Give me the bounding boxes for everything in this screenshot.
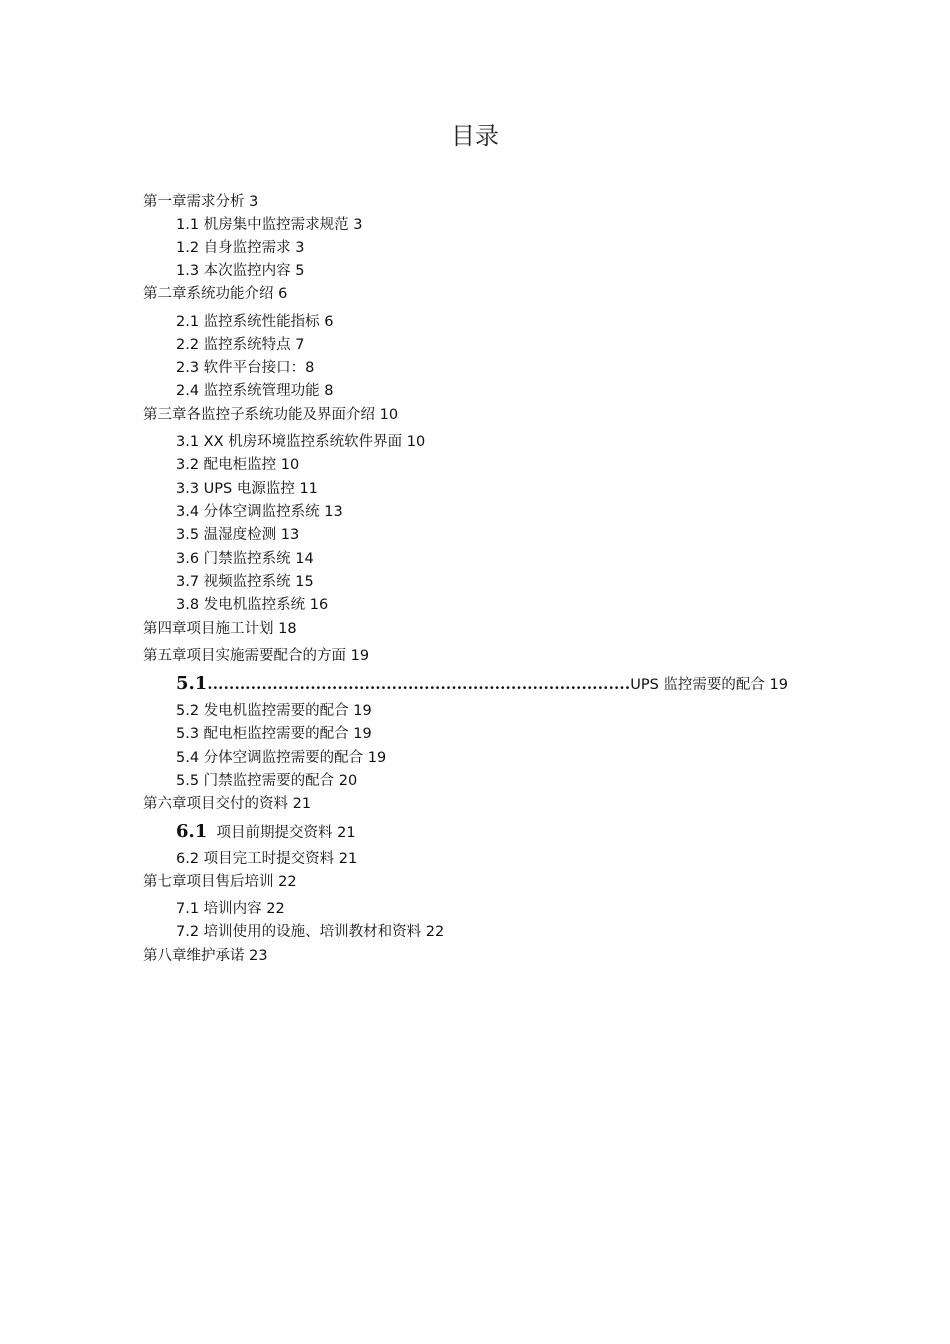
toc-item-6-1-number: 6.1 (176, 821, 208, 842)
toc-item-7-2: 7.2 培训使用的设施、培训教材和资料 22 (176, 924, 445, 940)
toc-item-1-3: 1.3 本次监控内容 5 (176, 263, 305, 279)
toc-item-3-5: 3.5 温湿度检测 13 (176, 527, 300, 543)
toc-item-3-2: 3.2 配电柜监控 10 (176, 457, 300, 473)
toc-chapter-8: 第八章维护承诺 23 (143, 948, 268, 964)
toc-chapter-6: 第六章项目交付的资料 21 (143, 796, 312, 812)
toc-item-3-8: 3.8 发电机监控系统 16 (176, 597, 329, 613)
toc-chapter-3: 第三章各监控子系统功能及界面介绍 10 (143, 407, 399, 423)
toc-chapter-4: 第四章项目施工计划 18 (143, 621, 297, 637)
toc-item-2-4: 2.4 监控系统管理功能 8 (176, 383, 334, 399)
toc-item-2-1: 2.1 监控系统性能指标 6 (176, 314, 334, 330)
toc-item-6-1 (176, 822, 356, 843)
toc-chapter-2: 第二章系统功能介绍 6 (143, 286, 288, 302)
toc-item-1-2: 1.2 自身监控需求 3 (176, 240, 305, 256)
toc-item-6-1-label: 项目前期提交资料 21 (216, 825, 356, 841)
toc-title: 目录 (451, 122, 499, 150)
toc-item-5-1-label: UPS 监控需要的配合 19 (630, 677, 788, 693)
toc-item-3-3: 3.3 UPS 电源监控 11 (176, 481, 318, 497)
toc-item-3-1: 3.1 XX 机房环境监控系统软件界面 10 (176, 434, 426, 450)
toc-item-7-1: 7.1 培训内容 22 (176, 901, 285, 917)
toc-item-2-3: 2.3 软件平台接口：8 (176, 360, 315, 376)
toc-item-5-4: 5.4 分体空调监控需要的配合 19 (176, 750, 387, 766)
toc-item-3-4: 3.4 分体空调监控系统 13 (176, 504, 343, 520)
toc-item-5-1-number: 5.1 (176, 673, 208, 694)
toc-chapter-5: 第五章项目实施需要配合的方面 19 (143, 648, 370, 664)
toc-chapter-7: 第七章项目售后培训 22 (143, 874, 297, 890)
toc-item-3-7: 3.7 视频监控系统 15 (176, 574, 314, 590)
toc-chapter-1: 第一章需求分析 3 (143, 194, 259, 210)
toc-item-3-6: 3.6 门禁监控系统 14 (176, 551, 314, 567)
toc-item-5-5: 5.5 门禁监控需要的配合 20 (176, 773, 358, 789)
toc-item-6-2: 6.2 项目完工时提交资料 21 (176, 851, 358, 867)
toc-item-5-1-leader: .............................................................................. (207, 675, 631, 693)
toc-item-5-3: 5.3 配电柜监控需要的配合 19 (176, 726, 372, 742)
toc-item-5-1 (176, 674, 788, 695)
toc-item-5-2: 5.2 发电机监控需要的配合 19 (176, 703, 372, 719)
toc-item-2-2: 2.2 监控系统特点 7 (176, 337, 305, 353)
toc-item-1-1: 1.1 机房集中监控需求规范 3 (176, 217, 363, 233)
